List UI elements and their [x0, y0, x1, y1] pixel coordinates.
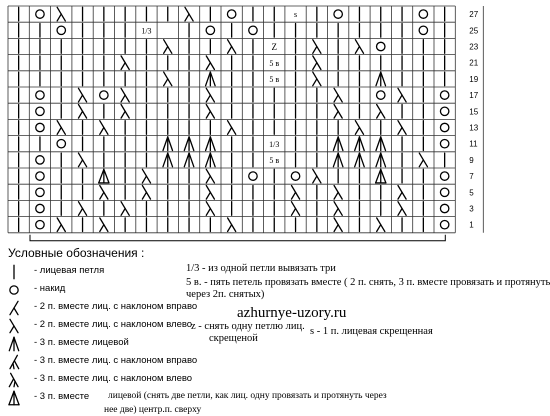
chart-cell: [269, 59, 279, 68]
chart-cell: [57, 26, 65, 34]
k3c-icon: [6, 335, 28, 353]
chart-cell: [334, 104, 342, 118]
site-watermark: azhurnye-uzory.ru: [237, 305, 347, 321]
chart-row-9: [19, 153, 445, 167]
chart-cell: [163, 137, 173, 151]
chart-cell: [163, 153, 173, 167]
chart-cell: [100, 121, 108, 135]
svg-text:5 в: 5 в: [269, 75, 280, 85]
chart-cell: [334, 185, 342, 199]
row-number-label: 15: [469, 107, 479, 117]
note-z-line2: скрещеной: [209, 333, 258, 344]
chart-cell: [228, 40, 236, 54]
chart-cell: [249, 172, 257, 180]
chart-cell: [333, 153, 343, 167]
chart-cell: [355, 137, 365, 151]
chart-cell: [294, 10, 297, 19]
chart-cell: [377, 218, 385, 232]
chart-cell: [376, 72, 386, 86]
chart-cell: [164, 40, 172, 54]
chart-cell: [100, 218, 108, 232]
row-number-label: 23: [469, 42, 479, 52]
chart-cell: [78, 104, 86, 118]
row-number-label: 19: [469, 74, 479, 84]
chart-row-13: [19, 121, 449, 135]
k2l-icon: [6, 317, 28, 335]
legend-item-label: - 2 п. вместе лиц. с наклоном влево: [34, 319, 193, 330]
note-five-b-line1: 5 в. - пять петель провязать вместе ( 2 п. снять, 3 п. вместе провязать и протянуть: [186, 277, 550, 288]
chart-cell: [440, 107, 448, 115]
chart-cell: [142, 185, 150, 199]
chart-cell: [291, 172, 299, 180]
note-z-line1: z - снять одну петлю лиц.: [191, 321, 305, 332]
chart-grid: [8, 6, 483, 233]
legend-item-label: - лицевая петля: [34, 265, 105, 276]
row-number-label: 5: [469, 188, 474, 198]
legend-item-label: - 3 п. вместе лиц. с наклоном влево: [34, 373, 193, 384]
chart-cell: [398, 202, 406, 216]
chart-cell: [334, 88, 342, 102]
chart-cell: [36, 220, 44, 228]
chart-cell: [355, 153, 365, 167]
chart-cell: [440, 204, 448, 212]
chart-cell: [78, 202, 86, 216]
note-one-three: 1/3 - из одной петли вывязать три: [186, 263, 336, 274]
chart-cell: [206, 202, 214, 216]
row-number-label: 13: [469, 123, 479, 133]
chart-cell: [272, 42, 278, 52]
chart-cell: [419, 10, 427, 18]
k3l-icon: [6, 371, 28, 389]
chart-cell: [206, 56, 214, 70]
legend-item-label-cont: лицевой (снять две петли, как лиц. одну провязать и протянуть через: [108, 391, 387, 401]
chart-cell: [334, 202, 342, 216]
chart-cell: [185, 7, 193, 21]
chart-cell: [269, 156, 279, 165]
chart-cell: [121, 104, 129, 118]
chart-cell: [440, 139, 448, 147]
svg-text:5 в: 5 в: [269, 156, 280, 166]
chart-row-5: [19, 185, 449, 199]
row-number-label: 25: [469, 26, 479, 36]
chart-cell: [57, 7, 65, 21]
knit-icon: [6, 263, 28, 281]
chart-cell: [355, 121, 363, 135]
chart-cell: [313, 56, 321, 70]
chart-cell: [206, 72, 216, 86]
chart-cell: [269, 75, 279, 84]
chart-cell: [377, 42, 385, 50]
chart-cell: [334, 218, 342, 232]
chart-cell: [36, 123, 44, 131]
chart-cell: [398, 121, 406, 135]
chart-cell: [36, 107, 44, 115]
chart-cell: [142, 169, 150, 183]
chart-cell: [333, 137, 343, 151]
chart-row-11: [19, 137, 449, 151]
row-number-label: 27: [469, 10, 479, 20]
chart-cell: [419, 26, 427, 34]
chart-cell: [36, 91, 44, 99]
chart-cell: [440, 172, 448, 180]
chart-cell: [206, 26, 214, 34]
yo-icon: [6, 281, 28, 299]
svg-text:5 в: 5 в: [269, 58, 280, 68]
row-number-label: 17: [469, 91, 479, 101]
chart-cell: [121, 56, 129, 70]
chart-cell: [398, 88, 406, 102]
chart-cell: [376, 137, 386, 151]
chart-cell: [57, 218, 65, 232]
chart-cell: [78, 88, 86, 102]
chart-cell: [100, 91, 108, 99]
legend-item-label-line2: нее две) центр.п. сверху: [104, 405, 202, 415]
chart-cell: [228, 121, 236, 135]
chart-cell: [334, 10, 342, 18]
row-number-label: 21: [469, 58, 479, 68]
chart-cell: [36, 188, 44, 196]
chart-cell: [440, 188, 448, 196]
chart-cell: [206, 88, 214, 102]
chart-cell: [57, 121, 65, 135]
chart-cell: [440, 91, 448, 99]
svg-text:Z: Z: [271, 42, 277, 52]
k2r-icon: [6, 299, 28, 317]
chart-cell: [440, 220, 448, 228]
row-number-label: 3: [469, 204, 474, 214]
chart-cell: [99, 169, 109, 183]
row-number-label: 11: [469, 139, 478, 149]
chart-cell: [36, 10, 44, 18]
chart-cell: [206, 137, 216, 151]
chart-row-19: [19, 72, 445, 86]
chart-cell: [398, 185, 406, 199]
row-number-label: 9: [469, 155, 474, 165]
chart-row-17: [19, 88, 449, 102]
chart-row-3: [19, 202, 449, 216]
note-five-b-line2: через 2п. снятых): [186, 289, 265, 300]
svg-text:1/3: 1/3: [269, 139, 280, 149]
chart-cell: [57, 139, 65, 147]
chart-cell: [164, 72, 172, 86]
chart-cell: [313, 72, 321, 86]
svg-text:1/3: 1/3: [141, 26, 152, 36]
k3cd-icon: [6, 389, 28, 407]
chart-cell: [78, 153, 86, 167]
chart-cell: [36, 204, 44, 212]
legend-item-label: - 3 п. вместе лиц. с наклоном вправо: [34, 355, 198, 366]
chart-cell: [121, 202, 129, 216]
chart-cell: [36, 156, 44, 164]
row-number-label: 7: [469, 172, 474, 182]
note-s: s - 1 п. лицевая скрещенная: [310, 326, 433, 337]
repeat-bracket: [30, 235, 445, 241]
chart-cell: [206, 169, 214, 183]
k3r-icon: [6, 353, 28, 371]
chart-cell: [291, 202, 299, 216]
chart-cell: [206, 104, 214, 118]
legend-item-label: - накид: [34, 283, 66, 294]
chart-cell: [313, 40, 321, 54]
chart-cell: [141, 27, 151, 36]
chart-cell: [206, 153, 216, 167]
chart-row-23: [19, 40, 445, 54]
chart-cell: [376, 169, 386, 183]
chart-cell: [313, 169, 321, 183]
chart-cell: [377, 104, 385, 118]
legend-title: Условные обозначения :: [8, 246, 145, 260]
chart-cell: [227, 10, 235, 18]
chart-row-7: [19, 169, 449, 183]
chart-cell: [206, 185, 214, 199]
chart-cell: [355, 40, 363, 54]
chart-cell: [36, 172, 44, 180]
legend-item-label: - 2 п. вместе лиц. с наклоном вправо: [34, 301, 198, 312]
chart-cell: [228, 218, 236, 232]
chart-row-21: [19, 56, 445, 70]
chart-row-1: [19, 218, 449, 232]
chart-cell: [377, 91, 385, 99]
chart-cell: [376, 153, 386, 167]
legend-item-label: - 3 п. вместе: [34, 391, 90, 402]
chart-cell: [184, 137, 194, 151]
chart-row-27: [19, 7, 445, 21]
chart-cell: [440, 123, 448, 131]
chart-cell: [419, 153, 427, 167]
row-number-label: 1: [469, 220, 474, 230]
chart-cell: [249, 26, 257, 34]
chart-row-25: [19, 23, 445, 37]
chart-cell: [291, 185, 299, 199]
legend-item-label: - 3 п. вместе лицевой: [34, 337, 129, 348]
chart-cell: [100, 185, 108, 199]
chart-cell: [184, 153, 194, 167]
svg-text:s: s: [293, 10, 298, 20]
chart-cell: [121, 88, 129, 102]
chart-cell: [269, 140, 279, 149]
chart-row-15: [19, 104, 449, 118]
